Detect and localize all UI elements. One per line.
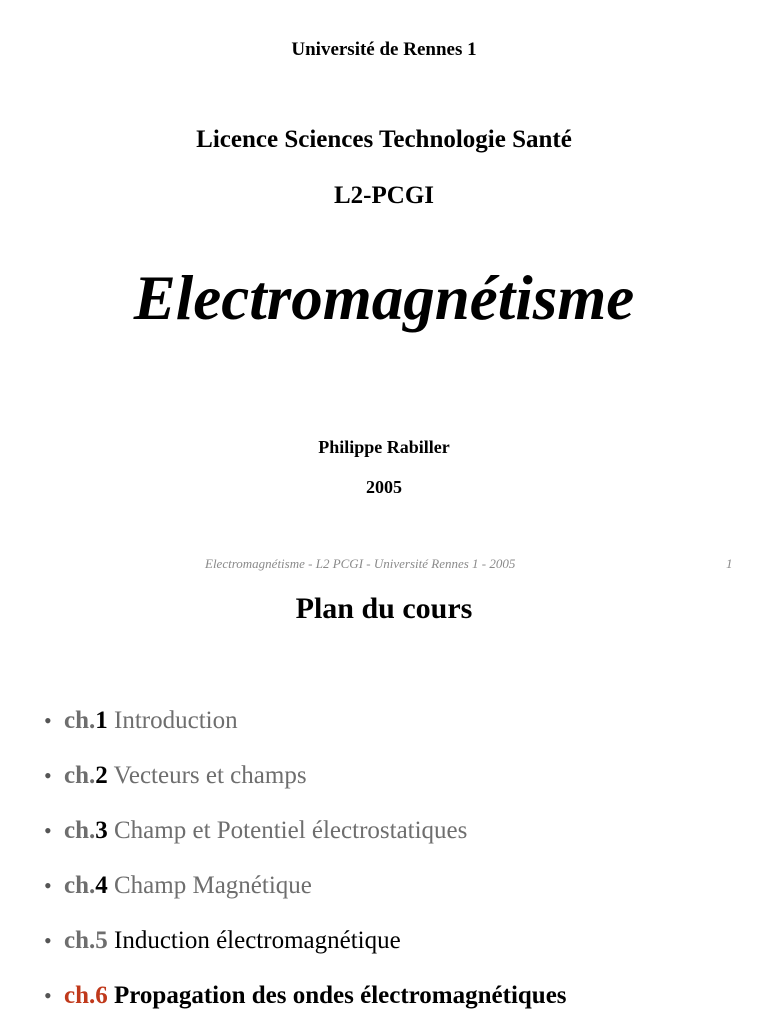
page-number: 1	[726, 556, 733, 571]
bullet-icon: •	[44, 763, 52, 788]
university-name: Université de Rennes 1	[291, 39, 477, 60]
course-title: Electromagnétisme	[133, 263, 635, 333]
chapter-item-4	[44, 868, 764, 923]
bullet-icon: •	[44, 928, 52, 953]
chapter-label: Champ et Potentiel électrostatiques	[114, 817, 468, 844]
chapter-list	[44, 703, 764, 1024]
author-name: Philippe Rabiller	[318, 437, 450, 457]
degree-name: Licence Sciences Technologie Santé	[196, 126, 572, 153]
bullet-icon: •	[44, 873, 52, 898]
year: 2005	[366, 477, 402, 497]
bullet-icon: •	[44, 708, 52, 733]
slide-footer: Electromagnétisme - L2 PCGI - Université Rennes 1 - 2005	[205, 556, 516, 571]
bullet-icon: •	[44, 983, 52, 1008]
chapter-number: 3	[95, 817, 108, 844]
chapter-prefix: ch.	[64, 982, 96, 1009]
chapter-label: Vecteurs et champs	[113, 762, 307, 789]
chapter-item-5	[44, 923, 764, 978]
chapter-prefix: ch.	[64, 927, 96, 954]
program-name: L2-PCGI	[334, 182, 434, 209]
chapter-number: 5	[95, 927, 108, 954]
chapter-item-1	[44, 703, 764, 758]
plan-title: Plan du cours	[295, 592, 473, 625]
chapter-label: Introduction	[114, 707, 238, 734]
chapter-number: 4	[95, 872, 108, 899]
chapter-number: 6	[95, 982, 108, 1009]
chapter-item-2	[44, 758, 764, 813]
chapter-prefix: ch.	[64, 872, 96, 899]
chapter-item-6	[44, 978, 764, 1024]
chapter-label: Propagation des ondes électromagnétiques	[114, 982, 567, 1009]
chapter-label: Induction électromagnétique	[114, 927, 401, 954]
chapter-number: 1	[95, 707, 108, 734]
chapter-item-3	[44, 813, 764, 868]
chapter-prefix: ch.	[64, 762, 96, 789]
chapter-prefix: ch.	[64, 707, 96, 734]
bullet-icon: •	[44, 818, 52, 843]
chapter-number: 2	[95, 762, 108, 789]
chapter-prefix: ch.	[64, 817, 96, 844]
chapter-label: Champ Magnétique	[114, 872, 312, 899]
